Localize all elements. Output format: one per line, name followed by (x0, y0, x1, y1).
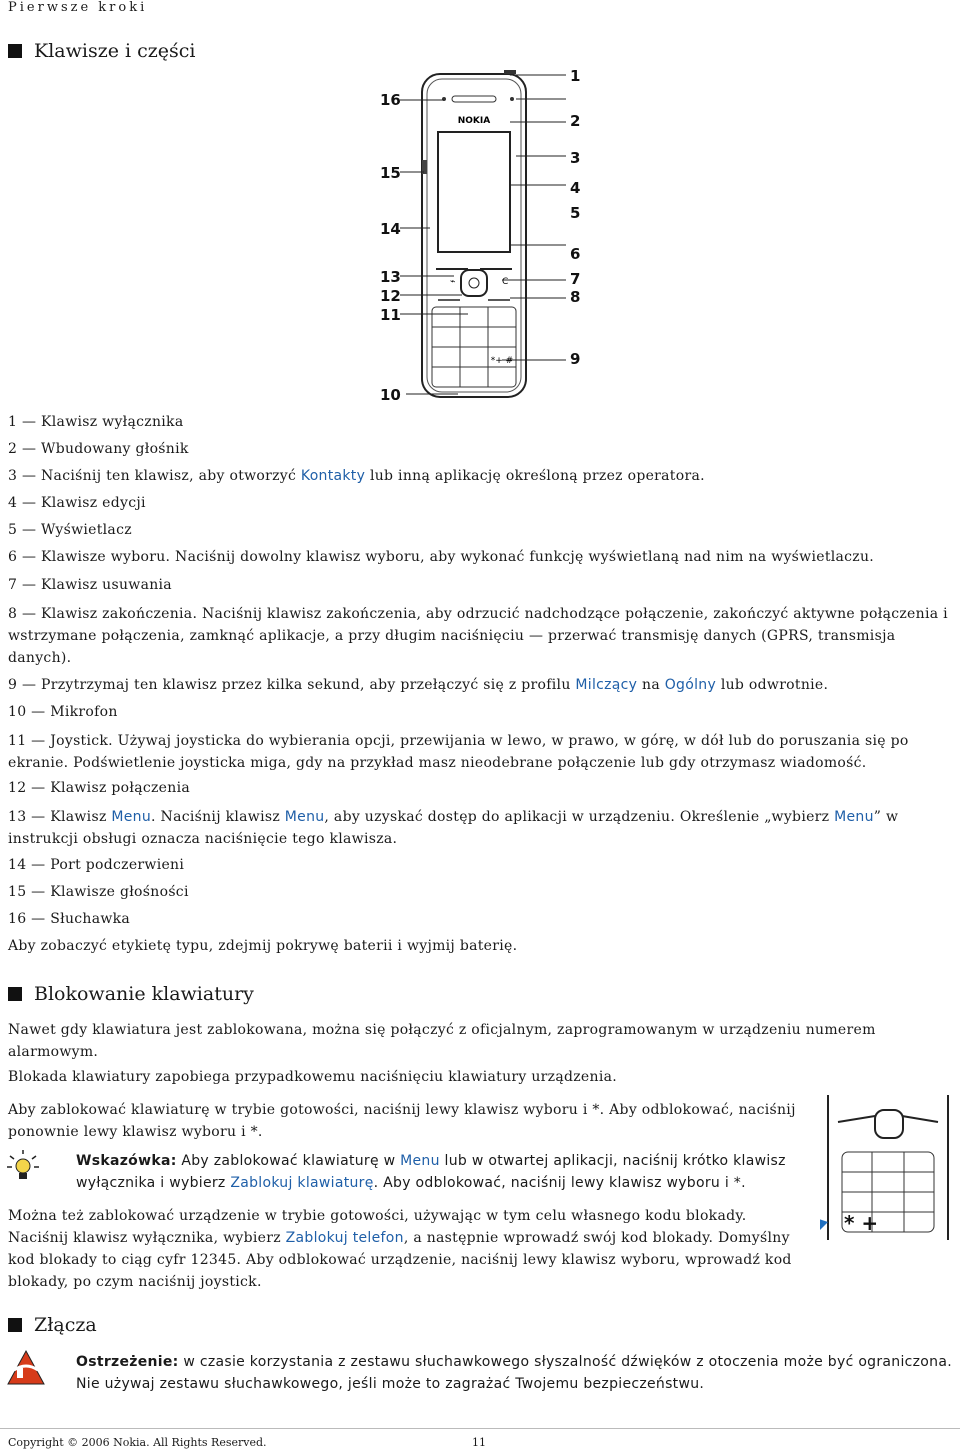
lock-keypad-link[interactable]: Zablokuj klawiaturę (230, 1175, 374, 1191)
call-key-label: ⌁ (450, 277, 456, 287)
item-16: 16 — Słuchawka (8, 911, 131, 927)
callout-2: 2 (570, 112, 581, 130)
lock-paragraph-2: Blokada klawiatury zapobiega przypadkowemu naciśnięciu klawiatury urządzenia. (8, 1069, 618, 1085)
item-13: 13 — Klawisz Menu. Naciśnij klawisz Menu, aby uzyskać dostęp do aplikacji w urządzeniu. Określenie „wybierz Menu” w instrukcji obsługi oznacza naciśnięcie tego klawisza. (8, 809, 899, 847)
section-title: Złącza (34, 1314, 97, 1336)
item-8: 8 — Klawisz zakończenia. Naciśnij klawisz zakończenia, aby odrzucić nadchodzące połączenie, zakończyć aktywne połączenia i wstrzymane połączenia, zamknąć aplikacje, a przy długim naciśnięciu — przerwać transmisję danych (GPRS, transmisja danych). (8, 606, 948, 666)
phone-diagram (370, 62, 600, 410)
lightbulb-tip-icon (6, 1148, 40, 1182)
battery-note: Aby zobaczyć etykietę typu, zdejmij pokrywę baterii i wyjmij baterię. (8, 938, 518, 954)
callout-3: 3 (570, 149, 581, 167)
edit-key (510, 97, 514, 101)
section-title: Klawisze i części (34, 40, 196, 62)
contacts-link[interactable]: Kontakty (300, 468, 366, 484)
joystick (461, 270, 487, 296)
item-9: 9 — Przytrzymaj ten klawisz przez kilka sekund, aby przełączyć się z profilu Milczący na Ogólny lub odwrotnie. (8, 677, 829, 693)
display-screen (438, 132, 510, 252)
item-15: 15 — Klawisze głośności (8, 884, 189, 900)
general-profile-link[interactable]: Ogólny (664, 677, 717, 693)
section-heading-keylock (8, 983, 254, 1005)
bullet-square-icon (8, 44, 22, 58)
section-heading-keys (8, 40, 195, 62)
menu-link[interactable]: Menu (111, 809, 152, 825)
callout-11: 11 (380, 306, 401, 324)
callout-12: 12 (380, 287, 401, 305)
item-12: 12 — Klawisz połączenia (8, 780, 190, 796)
section-heading-connectors (8, 1314, 97, 1336)
copyright: Copyright © 2006 Nokia. All Rights Reserved. (8, 1436, 267, 1449)
running-header: Pierwsze kroki (8, 0, 148, 15)
clear-key-label: C (502, 277, 509, 287)
section-title: Blokowanie klawiatury (34, 983, 254, 1005)
footer-divider (0, 1428, 960, 1429)
bullet-square-icon (8, 987, 22, 1001)
warning-icon (6, 1348, 46, 1388)
callout-8: 8 (570, 288, 581, 306)
item-11: 11 — Joystick. Używaj joysticka do wybierania opcji, przewijania w lewo, w prawo, w górę, w dół lub do poruszania się po ekranie. Podświetlenie joysticka miga, gdy na przykład masz nieodebrane połączenie lub gdy otrzymasz wiadomość. (8, 733, 909, 771)
tip-label: Wskazówka: (76, 1153, 177, 1169)
lock-paragraph-4: Można też zablokować urządzenie w trybie gotowości, używając w tym celu własnego kodu blokady. Naciśnij klawisz wyłącznika, wybierz Zablokuj telefon, a następnie wprowadź swój kod blokady. Domyślny kod blokady to ciąg cyfr 12345. Aby odblokować urządzenie, naciśnij lewy klawisz wyboru, wprowadź kod blokady, po czym naciśnij joystick. (8, 1208, 792, 1290)
menu-link[interactable]: Menu (284, 809, 325, 825)
item-2: 2 — Wbudowany głośnik (8, 441, 189, 457)
item-1: 1 — Klawisz wyłącznika (8, 414, 184, 430)
callout-1: 1 (570, 67, 581, 85)
callout-15: 15 (380, 164, 401, 182)
silent-profile-link[interactable]: Milczący (575, 677, 638, 693)
menu-link[interactable]: Menu (834, 809, 874, 825)
power-key (504, 70, 516, 74)
callout-6: 6 (570, 245, 581, 263)
item-14: 14 — Port podczerwieni (8, 857, 185, 873)
item-3: 3 — Naciśnij ten klawisz, aby otworzyć Kontakty lub inną aplikację określoną przez operatora. (8, 468, 705, 484)
menu-link[interactable]: Menu (400, 1153, 440, 1169)
keypad-detail-figure (820, 1090, 958, 1250)
callout-5: 5 (570, 204, 581, 222)
brand-logo: NOKIA (457, 116, 491, 126)
star-hash-keys: *+ # (490, 356, 514, 366)
callout-16: 16 (380, 91, 401, 109)
callout-13: 13 (380, 268, 401, 286)
item-5: 5 — Wyświetlacz (8, 522, 132, 538)
bullet-square-icon (8, 1318, 22, 1332)
warning-paragraph: Ostrzeżenie: w czasie korzystania z zestawu słuchawkowego słyszalność dźwięków z otoczenia może być ograniczona. Nie używaj zestawu słuchawkowego, jeśli może to zagrażać Twojemu bezpieczeństwu. (76, 1354, 952, 1392)
callout-10: 10 (380, 386, 401, 404)
page-number: 11 (472, 1436, 486, 1449)
lock-paragraph-3: Aby zablokować klawiaturę w trybie gotowości, naciśnij lewy klawisz wyboru i *. Aby odblokować, naciśnij ponownie lewy klawisz wyboru i *. (8, 1102, 796, 1140)
tip-paragraph: Wskazówka: Aby zablokować klawiaturę w Menu lub w otwartej aplikacji, naciśnij krótko klawisz wyłącznika i wybierz Zablokuj klawiaturę. Aby odblokować, naciśnij lewy klawisz wyboru i *. (76, 1153, 786, 1191)
star-key-label: * + (844, 1211, 879, 1235)
callout-7: 7 (570, 270, 581, 288)
warning-label: Ostrzeżenie: (76, 1354, 179, 1370)
lock-phone-link[interactable]: Zablokuj telefon (285, 1230, 404, 1246)
callout-4: 4 (570, 179, 581, 197)
item-10: 10 — Mikrofon (8, 704, 118, 720)
item-4: 4 — Klawisz edycji (8, 495, 146, 511)
arrow-head-icon (820, 1218, 828, 1232)
callout-14: 14 (380, 220, 401, 238)
item-7: 7 — Klawisz usuwania (8, 577, 172, 593)
lock-paragraph-1: Nawet gdy klawiatura jest zablokowana, można się połączyć z oficjalnym, zaprogramowanym w urządzeniu numerem alarmowym. (8, 1022, 876, 1060)
callout-9: 9 (570, 350, 581, 368)
item-6: 6 — Klawisze wyboru. Naciśnij dowolny klawisz wyboru, aby wykonać funkcję wyświetlaną nad nim na wyświetlaczu. (8, 549, 875, 565)
joystick (875, 1110, 903, 1138)
